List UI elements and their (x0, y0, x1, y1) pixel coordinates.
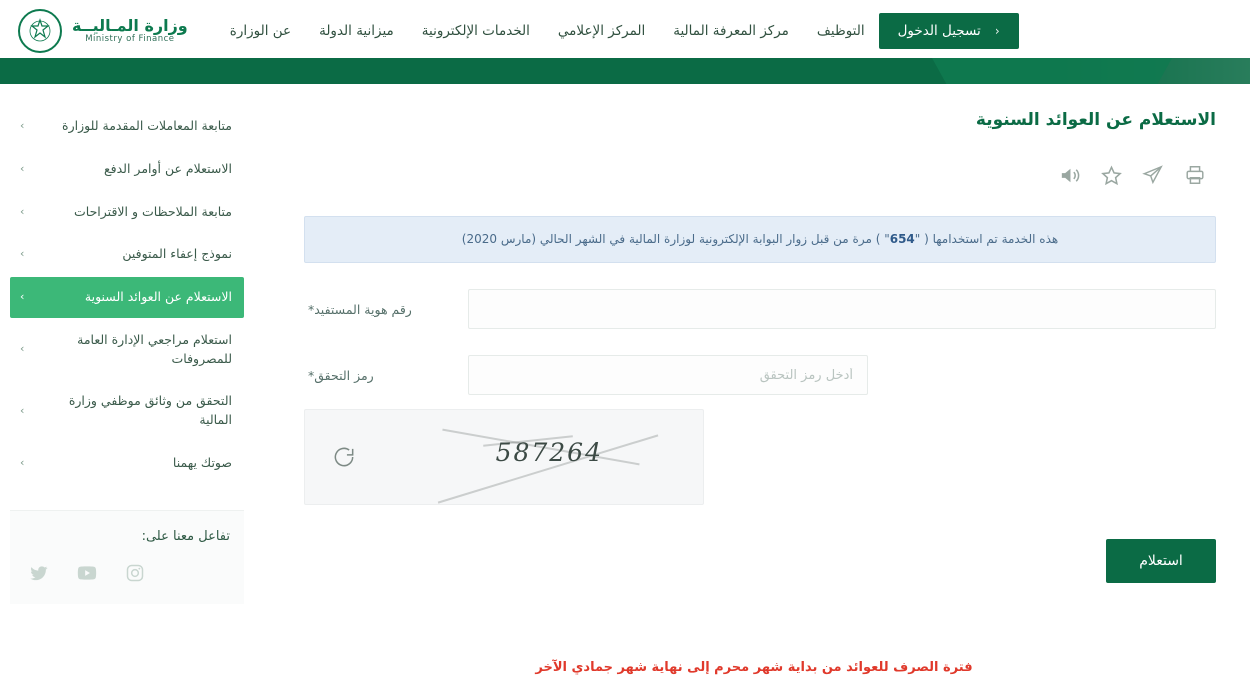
beneficiary-id-label-text: رقم هوية المستفيد (314, 301, 412, 317)
print-icon[interactable] (1174, 158, 1216, 192)
nav-financial-knowledge-center[interactable]: مركز المعرفة المالية (673, 23, 789, 39)
usage-notice-before: هذه الخدمة تم استخدامها ( " (914, 232, 1059, 246)
nav-media-center[interactable]: المركز الإعلامي (557, 23, 646, 39)
social-section-title: تفاعل معنا على: (141, 528, 230, 544)
login-button-label: تسجيل الدخول (897, 23, 981, 39)
captcha-row (304, 409, 1216, 505)
service-panel (258, 84, 1250, 689)
sidebar-item-follow-transactions[interactable] (10, 106, 244, 147)
header-band-notch (932, 58, 1172, 84)
sidebar-item-label: نموذج إعفاء المتوفين (122, 246, 232, 262)
page-content (0, 84, 1250, 689)
sidebar-item-label: متابعة الملاحظات و الاقتراحات (74, 203, 232, 219)
instagram-icon[interactable] (120, 558, 150, 588)
nav-careers[interactable]: التوظيف (816, 23, 865, 39)
chevron-right-icon: › (20, 204, 25, 218)
chevron-right-icon: › (20, 403, 25, 417)
logo-text-english: Ministry of Finance (85, 34, 175, 45)
logo-text-arabic: وزارة المـاليــة (72, 15, 188, 35)
logo-text (72, 17, 188, 45)
sidebar-service-list (10, 106, 244, 484)
captcha-input-row (304, 355, 1216, 395)
sidebar-item-deceased-exemption[interactable] (10, 234, 244, 275)
beneficiary-id-label (304, 302, 454, 317)
usage-notice (304, 216, 1216, 263)
beneficiary-id-input[interactable] (468, 289, 1216, 329)
twitter-icon[interactable] (24, 558, 54, 588)
sidebar-item-annual-returns[interactable] (10, 277, 244, 318)
sidebar-item-notes-suggestions[interactable] (10, 192, 244, 233)
nav-about-ministry[interactable]: عن الوزارة (229, 23, 292, 39)
sidebar-item-label: التحقق من وثائق موظفي وزارة المالية (68, 393, 232, 427)
sidebar-item-label: الاستعلام عن أوامر الدفع (103, 160, 232, 176)
sidebar-item-label: استعلام مراجعي الإدارة العامة للمصروفات (77, 331, 232, 366)
usage-notice-after: " ) مرة من قبل زوار البوابة الإلكترونية لوزارة المالية في الشهر الحالي (مارس 2020) (461, 232, 890, 246)
chevron-right-icon: › (20, 161, 25, 175)
required-marker: * (308, 301, 315, 317)
usage-notice-count: 654 (889, 232, 915, 246)
chevron-right-icon: › (20, 119, 25, 133)
chevron-right-icon: › (20, 342, 25, 356)
nav-state-budget[interactable]: ميزانية الدولة (319, 23, 394, 39)
ministry-logo[interactable] (18, 9, 188, 53)
nav-e-services[interactable]: الخدمات الإلكترونية (421, 23, 530, 39)
sidebar-item-label: الاستعلام عن العوائد السنوية (84, 289, 232, 304)
submit-row (304, 539, 1216, 583)
sidebar-item-expenditure-reviewers[interactable] (10, 320, 244, 380)
sidebar-item-label: صوتك يهمنا (172, 454, 232, 470)
captcha-input[interactable] (468, 355, 868, 395)
disbursement-period-note: فترة الصرف للعوائد من بداية شهر محرم إلى نهاية شهر جمادي الآخر (535, 660, 973, 675)
chevron-right-icon: › (20, 290, 25, 304)
sidebar-item-verify-documents[interactable] (10, 381, 244, 441)
refresh-captcha-icon[interactable] (331, 444, 357, 470)
captcha-label-text: رمز التحقق (314, 367, 374, 383)
sidebar-item-label: متابعة المعاملات المقدمة للوزارة (62, 118, 232, 133)
site-header (0, 0, 1250, 62)
chevron-left-icon: ‹ (994, 24, 1000, 38)
social-icon-row (24, 558, 230, 588)
sidebar (0, 84, 258, 689)
captcha-image (304, 409, 704, 505)
sidebar-item-your-voice[interactable] (10, 443, 244, 484)
listen-icon[interactable] (1048, 158, 1090, 192)
page-tools (304, 158, 1216, 192)
chevron-right-icon: › (20, 455, 25, 469)
login-button[interactable] (879, 13, 1019, 49)
required-marker: * (308, 367, 315, 383)
youtube-icon[interactable] (72, 558, 102, 588)
ministry-emblem-icon (18, 9, 62, 53)
page-title: الاستعلام عن العوائد السنوية (975, 110, 1216, 130)
social-section (10, 510, 244, 604)
share-icon[interactable] (1132, 158, 1174, 192)
captcha-code-text: 587264 (495, 438, 603, 468)
captcha-label (304, 368, 454, 383)
favorite-icon[interactable] (1090, 158, 1132, 192)
main-navigation (216, 17, 879, 45)
submit-inquiry-button[interactable]: استعلام (1106, 539, 1216, 583)
sidebar-item-payment-orders[interactable] (10, 149, 244, 190)
chevron-right-icon: › (20, 247, 25, 261)
beneficiary-id-row (304, 289, 1216, 329)
